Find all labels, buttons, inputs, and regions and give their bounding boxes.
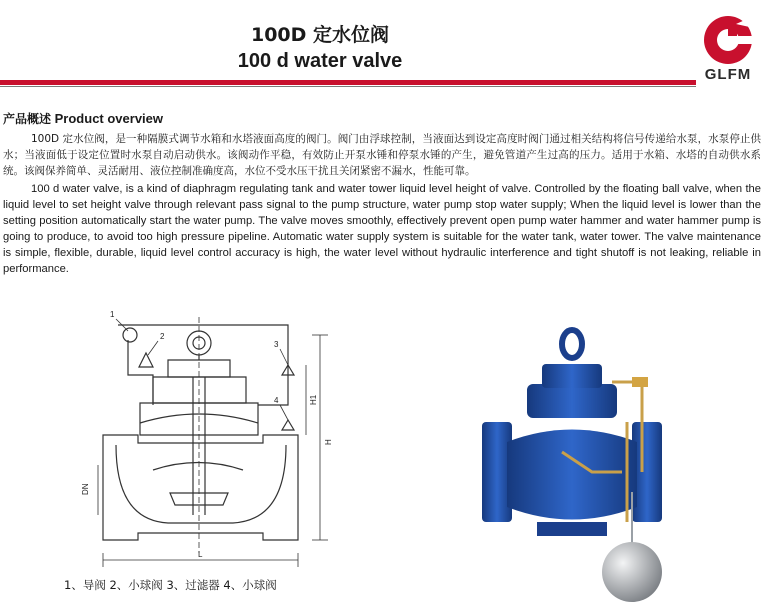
header-rule-red	[0, 80, 696, 85]
section-heading-en: Product overview	[54, 111, 164, 126]
valve-photo	[472, 322, 697, 606]
page-title-en: 100 d water valve	[237, 50, 403, 72]
float-ball-icon	[602, 542, 662, 602]
diagram-caption: 1、导阀 2、小球阀 3、过滤器 4、小球阀	[64, 578, 277, 592]
brand-logo	[696, 14, 760, 88]
header-rule-gray	[0, 86, 696, 87]
valve-section-diagram	[58, 305, 358, 575]
section-heading-cn: 产品概述	[3, 112, 52, 126]
overview-paragraph-cn: 100D 定水位阀，是一种隔膜式调节水箱和水塔液面高度的阀门。阀门由浮球控制，当液面达到设定高度时阀门通过相关结构将信号传递给水泵，水泵停止供水；当液面低于设定位置时水泵自动启动供水。该阀动作平稳，有效防止开泵水锤和停泵水锤的产生，避免管道产生过高的压力。适用于水箱、水塔的自动供水系统。该阀保养简单、灵活耐用、液位控制准确度高，水位不受水压干扰且关闭紧密不漏水，性能可靠。	[3, 133, 761, 177]
callout-2: 2	[160, 332, 165, 341]
callout-3: 3	[274, 340, 279, 349]
logo-mark-icon	[696, 14, 760, 68]
page-title-cn: 100D 定水位阀	[250, 24, 390, 46]
title-block	[0, 22, 640, 74]
overview-paragraph-en: 100 d water valve, is a kind of diaphragm regulating tank and water tower liquid level height of valve. Controlled by the floating ball valve, when the liquid level to set height valve through relevant pass signal to the pump structure, water pump stop water supply; When the liquid level is lower than the setting position automatically start the water pump. The valve moves smoothly, effectively prevent open pump water hammer and water hammer pump is going to produce, to avoid too high pressure pipeline. Automatic water supply system is suitable for the water tank, water tower. The valve maintenance is simple, flexible, durable, liquid level control accuracy is high, the water level without hydraulic interference and tight shutoff is not leaking, reliable in performance.	[3, 183, 761, 275]
callout-1: 1	[110, 310, 115, 319]
dim-h1-label: H1	[309, 394, 318, 405]
dim-h-label: H	[324, 439, 333, 445]
callout-4: 4	[274, 396, 279, 405]
valve-body-icon	[482, 330, 662, 536]
ball-valve-icon	[632, 377, 648, 387]
logo-text: GLFM	[704, 66, 752, 83]
dim-l-label: L	[198, 550, 203, 559]
section-heading	[3, 110, 163, 127]
dim-dn-label: DN	[81, 483, 90, 495]
